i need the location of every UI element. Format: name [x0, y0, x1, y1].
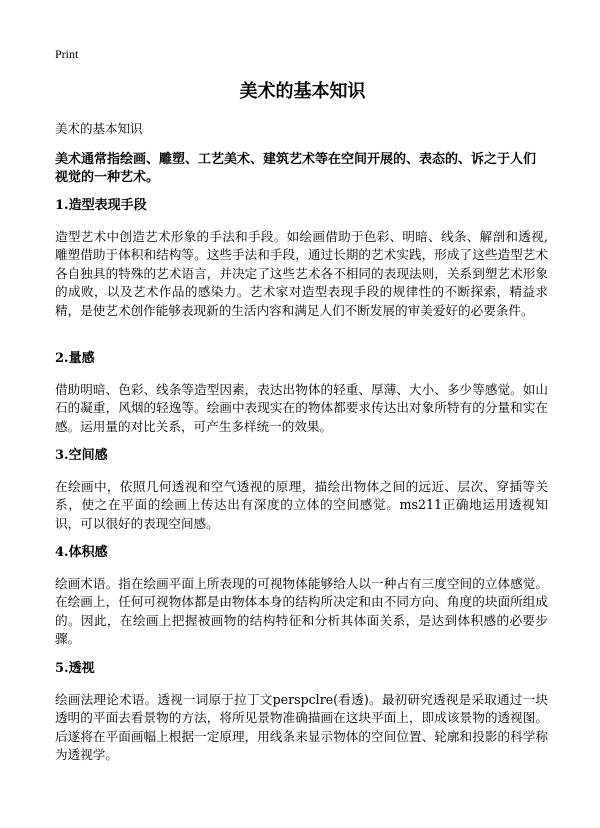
section-mass-sense — [55, 350, 548, 436]
section-heading: 4.体积感 — [55, 545, 108, 560]
page-subtitle: 美术的基本知识 — [55, 121, 143, 136]
print-link[interactable]: Print — [55, 47, 79, 61]
section-body: 绘画法理论术语。透视一词原于拉丁文perspclre(看透)。最初研究透视是采取通过一块透明的平面去看景物的方法，将所见景物准确描画在这块平面上，即成该景物的透视图。后遂将在平面画幅上根据一定原理，用线条来显示物体的空间位置、轮廓和投影的科学称为透视学。 — [55, 692, 548, 763]
section-body: 造型艺术中创造艺术形象的手法和手段。如绘画借助于色彩、明暗、线条、解剖和透视,雕塑借助于体积和结构等。这些手法和手段，通过长期的艺术实践，形成了这些造型艺术各自独具的特殊的艺术语言，并决定了这些艺术各不相同的表现法则，关系到塑艺术形象的成败，以及艺术作品的感染力。艺术家对造型表现手段的规律性的不断探索，精益求精，是使艺术创作能够表现新的生活内容和满足人们不断发展的审美爱好的必要条件。 — [55, 229, 548, 318]
page-title: 美术的基本知识 — [239, 81, 366, 102]
section-body: 绘画术语。指在绘画平面上所表现的可视物体能够给人以一种占有三度空间的立体感觉。在绘画上，任何可视物体都是由物体本身的结构所决定和由不同方向、角度的块面所组成的。因此，在绘画上把握被画物的结构特征和分析其体面关系，是达到体积感的必要步骤。 — [55, 576, 548, 647]
section-heading: 5.透视 — [55, 661, 95, 676]
section-heading: 3.空间感 — [55, 448, 108, 463]
section-perspective — [55, 660, 548, 765]
section-heading: 2.量感 — [55, 351, 95, 366]
section-volume-sense — [55, 544, 548, 649]
section-space-sense — [55, 447, 548, 533]
section-body: 在绘画中，依照几何透视和空气透视的原理，描绘出物体之间的远近、层次、穿插等关系，使之在平面的绘画上传达出有深度的立体的空间感觉。ms211正确地运用透视知识，可以很好的表现空间感。 — [55, 479, 548, 531]
section-body: 借助明暗、色彩、线条等造型因素，表达出物体的轻重、厚薄、大小、多少等感觉。如山石的凝重，风烟的轻逸等。绘画中表现实在的物体都要求传达出对象所特有的分量和实在感。运用量的对比关系，可产生多样统一的效果。 — [55, 382, 548, 434]
section-modeling-means — [55, 197, 548, 320]
section-heading: 1.造型表现手段 — [55, 198, 147, 213]
intro-paragraph: 美术通常指绘画、雕塑、工艺美术、建筑艺术等在空间开展的、表态的、诉之于人们视觉的一种艺术。 — [55, 152, 537, 185]
